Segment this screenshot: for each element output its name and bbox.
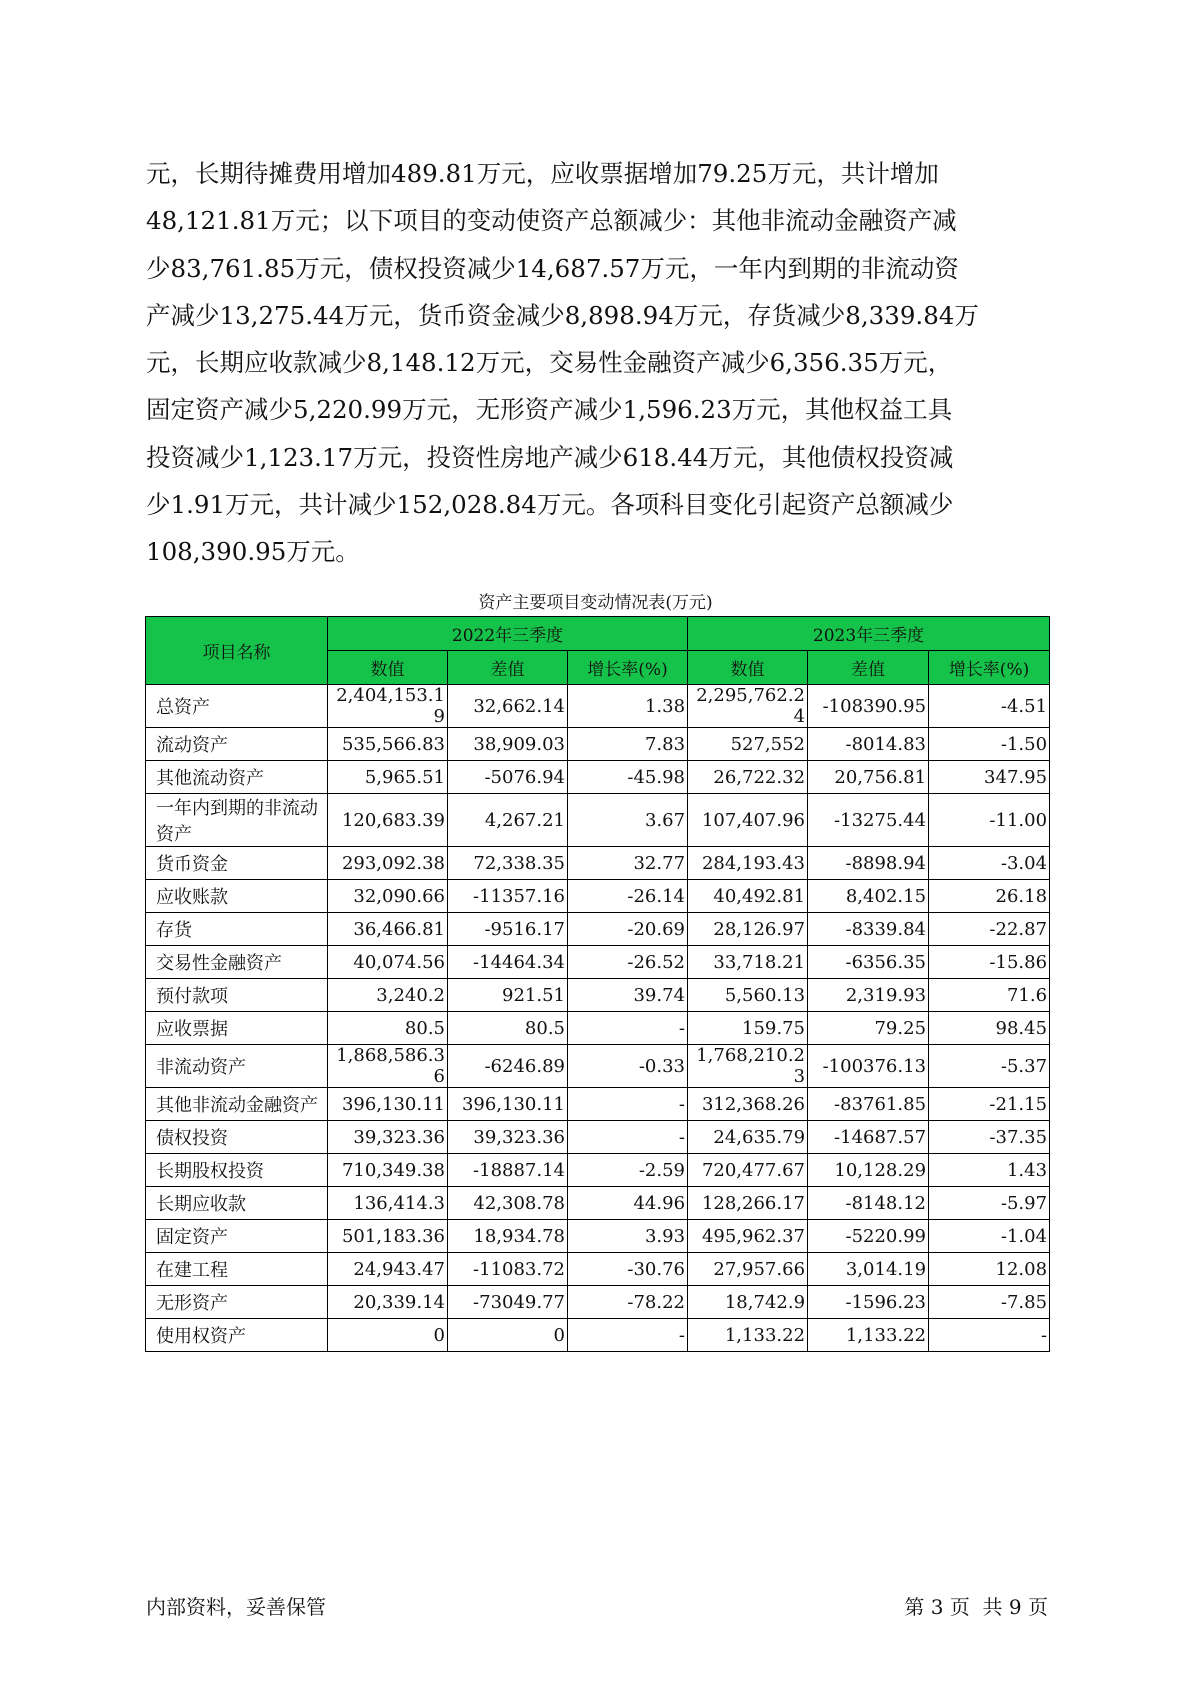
row-cell: - (568, 1088, 688, 1121)
row-cell: -15.86 (929, 946, 1050, 979)
table-caption: 资产主要项目变动情况表(万元) (478, 593, 713, 613)
row-item-name: 债权投资 (146, 1121, 328, 1154)
table-row (146, 880, 1050, 913)
row-cell: 2,295,762.24 (688, 685, 808, 728)
paragraph-line: 少1.91万元，共计减少152,028.84万元。各项科目变化引起资产总额减少 (146, 490, 954, 520)
paragraph-line: 固定资产减少5,220.99万元，无形资产减少1,596.23万元，其他权益工具 (146, 395, 953, 425)
row-item-name: 无形资产 (146, 1286, 328, 1319)
row-cell: 32,090.66 (328, 880, 448, 913)
table-row (146, 1045, 1050, 1088)
row-cell: 5,560.13 (688, 979, 808, 1012)
row-cell: 39,323.36 (328, 1121, 448, 1154)
row-cell: 527,552 (688, 728, 808, 761)
row-cell: 20,339.14 (328, 1286, 448, 1319)
row-cell: 24,635.79 (688, 1121, 808, 1154)
row-cell: 5,965.51 (328, 761, 448, 794)
row-cell: -108390.95 (808, 685, 929, 728)
row-cell: 3,014.19 (808, 1253, 929, 1286)
row-cell: 4,267.21 (448, 794, 568, 847)
row-item-name: 应收账款 (146, 880, 328, 913)
row-cell: 0 (448, 1319, 568, 1352)
row-cell: 44.96 (568, 1187, 688, 1220)
row-cell: -8339.84 (808, 913, 929, 946)
row-cell: -5220.99 (808, 1220, 929, 1253)
table-row (146, 847, 1050, 880)
row-cell: -14464.34 (448, 946, 568, 979)
subheader-value: 数值 (328, 651, 448, 685)
row-cell: 71.6 (929, 979, 1050, 1012)
row-cell: -5076.94 (448, 761, 568, 794)
row-cell: 80.5 (448, 1012, 568, 1045)
row-cell: 284,193.43 (688, 847, 808, 880)
header-period-2022: 2022年三季度 (328, 617, 688, 651)
row-cell: 39.74 (568, 979, 688, 1012)
table-row (146, 1286, 1050, 1319)
row-cell: -20.69 (568, 913, 688, 946)
row-cell: 40,074.56 (328, 946, 448, 979)
table-row (146, 913, 1050, 946)
row-cell: 535,566.83 (328, 728, 448, 761)
row-cell: 33,718.21 (688, 946, 808, 979)
row-cell: 18,934.78 (448, 1220, 568, 1253)
row-cell: 396,130.11 (448, 1088, 568, 1121)
header-item-name: 项目名称 (146, 617, 328, 685)
table-row (146, 1187, 1050, 1220)
row-item-name: 存货 (146, 913, 328, 946)
row-item-name: 其他非流动金融资产 (146, 1088, 328, 1121)
table-row (146, 1319, 1050, 1352)
row-cell: -13275.44 (808, 794, 929, 847)
row-cell: -3.04 (929, 847, 1050, 880)
row-cell: -100376.13 (808, 1045, 929, 1088)
row-cell: 10,128.29 (808, 1154, 929, 1187)
row-cell: 501,183.36 (328, 1220, 448, 1253)
row-cell: 12.08 (929, 1253, 1050, 1286)
row-cell: 26,722.32 (688, 761, 808, 794)
row-cell: -1.04 (929, 1220, 1050, 1253)
row-cell: -83761.85 (808, 1088, 929, 1121)
row-cell: -7.85 (929, 1286, 1050, 1319)
paragraph-line: 元，长期待摊费用增加489.81万元，应收票据增加79.25万元，共计增加 (146, 159, 939, 188)
row-cell: 24,943.47 (328, 1253, 448, 1286)
row-item-name: 在建工程 (146, 1253, 328, 1286)
row-cell: 27,957.66 (688, 1253, 808, 1286)
table-row (146, 1253, 1050, 1286)
row-cell: 3.93 (568, 1220, 688, 1253)
row-cell: -14687.57 (808, 1121, 929, 1154)
footer-page-number: 第 3 页 共 9 页 (904, 1595, 1048, 1619)
row-cell: -4.51 (929, 685, 1050, 728)
row-cell: -30.76 (568, 1253, 688, 1286)
row-cell: 347.95 (929, 761, 1050, 794)
subheader-value: 数值 (688, 651, 808, 685)
table-body (146, 685, 1050, 1352)
row-cell: -1.50 (929, 728, 1050, 761)
row-cell: 2,319.93 (808, 979, 929, 1012)
row-cell: -26.52 (568, 946, 688, 979)
row-cell: -6246.89 (448, 1045, 568, 1088)
row-cell: 7.83 (568, 728, 688, 761)
row-cell: 3.67 (568, 794, 688, 847)
row-cell: 1.38 (568, 685, 688, 728)
row-cell: - (568, 1319, 688, 1352)
row-cell: 42,308.78 (448, 1187, 568, 1220)
row-item-name: 固定资产 (146, 1220, 328, 1253)
row-cell: -6356.35 (808, 946, 929, 979)
row-item-name: 货币资金 (146, 847, 328, 880)
row-cell: 921.51 (448, 979, 568, 1012)
row-cell: 98.45 (929, 1012, 1050, 1045)
row-cell: 1,868,586.36 (328, 1045, 448, 1088)
body-paragraph (146, 150, 1046, 576)
table-row (146, 1154, 1050, 1187)
row-cell: -1596.23 (808, 1286, 929, 1319)
paragraph-line: 108,390.95万元。 (146, 537, 360, 567)
subheader-diff: 差值 (448, 651, 568, 685)
row-item-name: 流动资产 (146, 728, 328, 761)
row-cell: - (568, 1121, 688, 1154)
row-cell: 495,962.37 (688, 1220, 808, 1253)
row-cell: -8898.94 (808, 847, 929, 880)
paragraph-line: 少83,761.85万元，债权投资减少14,687.57万元，一年内到期的非流动资 (146, 253, 959, 283)
table-row (146, 728, 1050, 761)
row-cell: -0.33 (568, 1045, 688, 1088)
row-cell: -37.35 (929, 1121, 1050, 1154)
row-cell: -8148.12 (808, 1187, 929, 1220)
row-cell: 32.77 (568, 847, 688, 880)
row-cell: 79.25 (808, 1012, 929, 1045)
row-cell: 710,349.38 (328, 1154, 448, 1187)
row-cell: -5.37 (929, 1045, 1050, 1088)
row-item-name: 一年内到期的非流动资产 (146, 794, 328, 847)
table-row (146, 794, 1050, 847)
row-cell: 26.18 (929, 880, 1050, 913)
row-cell: -18887.14 (448, 1154, 568, 1187)
row-cell: -21.15 (929, 1088, 1050, 1121)
row-cell: -11.00 (929, 794, 1050, 847)
row-cell: 80.5 (328, 1012, 448, 1045)
row-cell: 1,768,210.23 (688, 1045, 808, 1088)
row-cell: 293,092.38 (328, 847, 448, 880)
row-item-name: 预付款项 (146, 979, 328, 1012)
row-cell: 40,492.81 (688, 880, 808, 913)
subheader-diff: 差值 (808, 651, 929, 685)
row-cell: -11357.16 (448, 880, 568, 913)
row-cell: 28,126.97 (688, 913, 808, 946)
paragraph-line: 产减少13,275.44万元，货币资金减少8,898.94万元，存货减少8,339.84万 (146, 300, 979, 330)
row-cell: -11083.72 (448, 1253, 568, 1286)
row-item-name: 应收票据 (146, 1012, 328, 1045)
row-cell: -8014.83 (808, 728, 929, 761)
row-cell: 396,130.11 (328, 1088, 448, 1121)
row-cell: 8,402.15 (808, 880, 929, 913)
paragraph-line: 48,121.81万元；以下项目的变动使资产总额减少：其他非流动金融资产减 (146, 206, 957, 236)
row-cell: 1.43 (929, 1154, 1050, 1187)
subheader-growth: 增长率(%) (568, 651, 688, 685)
row-cell: -9516.17 (448, 913, 568, 946)
row-cell: -45.98 (568, 761, 688, 794)
row-cell: 72,338.35 (448, 847, 568, 880)
table-row (146, 1088, 1050, 1121)
row-item-name: 长期应收款 (146, 1187, 328, 1220)
row-cell: 1,133.22 (808, 1319, 929, 1352)
table-row (146, 1220, 1050, 1253)
row-cell: 128,266.17 (688, 1187, 808, 1220)
row-cell: -26.14 (568, 880, 688, 913)
row-cell: -5.97 (929, 1187, 1050, 1220)
row-cell: -78.22 (568, 1286, 688, 1319)
row-cell: 136,414.3 (328, 1187, 448, 1220)
row-cell: 39,323.36 (448, 1121, 568, 1154)
table-row (146, 1121, 1050, 1154)
table-row (146, 946, 1050, 979)
row-item-name: 总资产 (146, 685, 328, 728)
table-row (146, 1012, 1050, 1045)
row-cell: -73049.77 (448, 1286, 568, 1319)
row-cell: 120,683.39 (328, 794, 448, 847)
row-cell: 1,133.22 (688, 1319, 808, 1352)
row-cell: 107,407.96 (688, 794, 808, 847)
row-item-name: 交易性金融资产 (146, 946, 328, 979)
table-row (146, 685, 1050, 728)
row-cell: 3,240.2 (328, 979, 448, 1012)
row-cell: - (568, 1012, 688, 1045)
paragraph-line: 元，长期应收款减少8,148.12万元，交易性金融资产减少6,356.35万元， (146, 348, 953, 378)
subheader-growth: 增长率(%) (929, 651, 1050, 685)
row-cell: 2,404,153.19 (328, 685, 448, 728)
row-item-name: 长期股权投资 (146, 1154, 328, 1187)
row-cell: 36,466.81 (328, 913, 448, 946)
paragraph-line: 投资减少1,123.17万元，投资性房地产减少618.44万元，其他债权投资减 (146, 442, 954, 472)
table-row (146, 761, 1050, 794)
row-cell: -22.87 (929, 913, 1050, 946)
row-cell: 18,742.9 (688, 1286, 808, 1319)
row-cell: 0 (328, 1319, 448, 1352)
row-cell: 32,662.14 (448, 685, 568, 728)
row-cell: -2.59 (568, 1154, 688, 1187)
header-period-2023: 2023年三季度 (688, 617, 1050, 651)
row-item-name: 使用权资产 (146, 1319, 328, 1352)
footer-confidential: 内部资料，妥善保管 (146, 1595, 326, 1619)
row-item-name: 其他流动资产 (146, 761, 328, 794)
row-cell: - (929, 1319, 1050, 1352)
row-cell: 159.75 (688, 1012, 808, 1045)
asset-change-table (145, 616, 1050, 1352)
row-cell: 312,368.26 (688, 1088, 808, 1121)
table-row (146, 979, 1050, 1012)
row-cell: 38,909.03 (448, 728, 568, 761)
row-cell: 720,477.67 (688, 1154, 808, 1187)
row-item-name: 非流动资产 (146, 1045, 328, 1088)
row-cell: 20,756.81 (808, 761, 929, 794)
